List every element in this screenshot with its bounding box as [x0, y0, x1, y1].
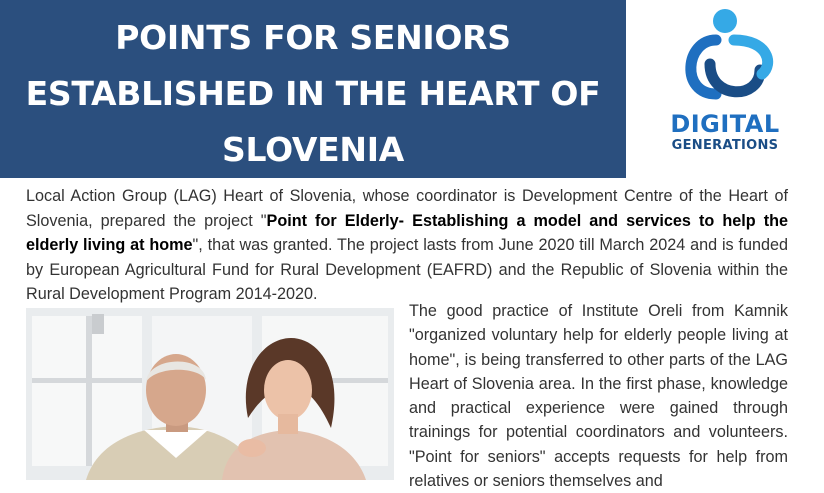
- intro-text-end: ", that was granted. The project lasts from June 2020 till March 2024 and is funded by European Agricultural Fund for Rural Development (EAFRD) and the Republic of Slovenia within the Rural Development Program 2014-2020.: [26, 236, 788, 303]
- title-banner: [0, 0, 626, 178]
- logo-mark-icon: [640, 4, 810, 114]
- logo-name: DIGITAL: [670, 110, 780, 138]
- project-name: Point for Elderly- Establishing a model and services to help the elderly living at home: [26, 211, 788, 254]
- digital-generations-logo: [640, 4, 810, 174]
- intro-paragraph: [26, 184, 788, 307]
- page-title: POINTS FOR SENIORS ESTABLISHED IN THE HEART OF SLOVENIA: [25, 18, 601, 169]
- body-paragraph: The good practice of Institute Oreli from Kamnik "organized voluntary help for elderly people living at home", is being transferred to other parts of the LAG Heart of Slovenia area. In the first phase, knowledge and practical experience were gained through trainings for potential coordinators and volunteers. "Point for seniors" accepts requests for help from relatives or seniors themselves and: [409, 302, 788, 491]
- logo-subtitle: GENERATIONS: [671, 138, 779, 153]
- seniors-photo: [26, 308, 394, 480]
- intro-text-start: Local Action Group (LAG) Heart of Slovenia, whose coordinator is Development Centre of the Heart of Slovenia, prepared the project ": [26, 187, 788, 230]
